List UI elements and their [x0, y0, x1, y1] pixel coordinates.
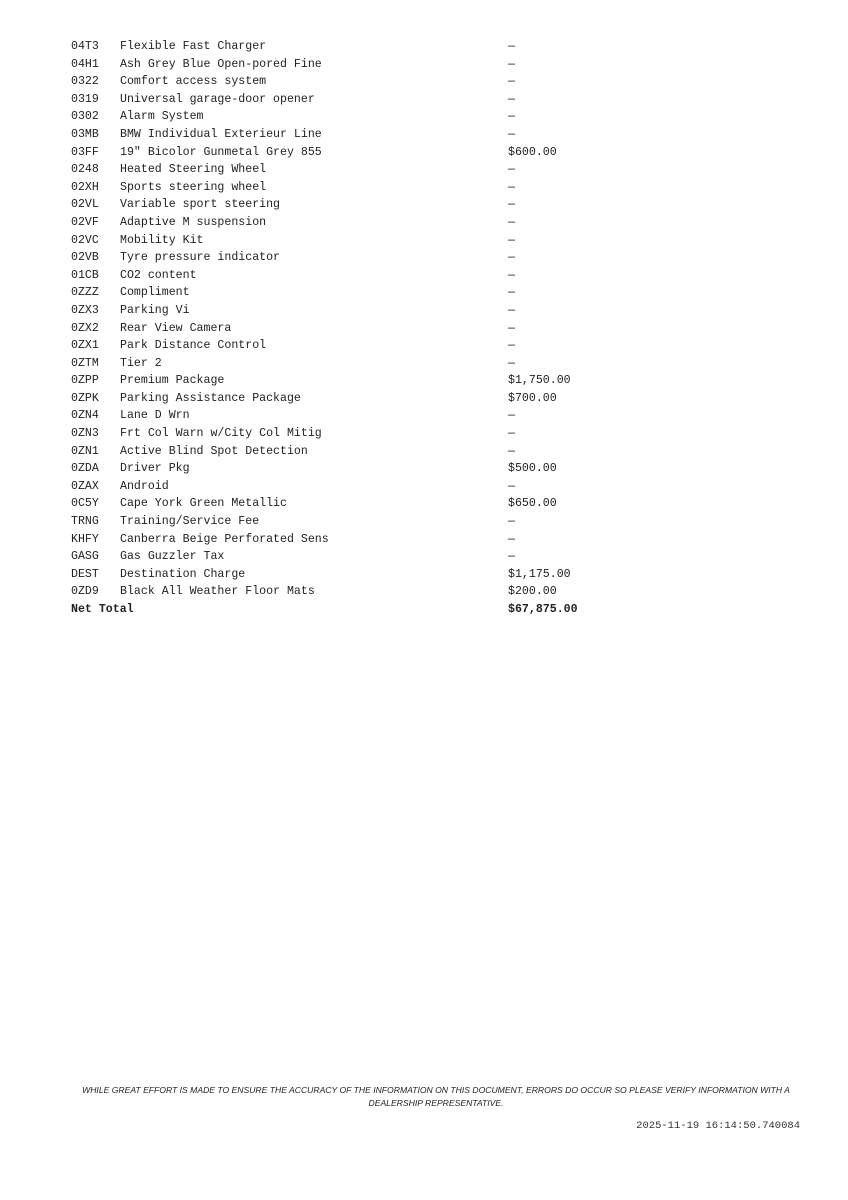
- option-description: 19" Bicolor Gunmetal Grey 855: [120, 145, 322, 159]
- option-price: —: [508, 127, 515, 141]
- option-code: KHFY: [71, 532, 99, 546]
- option-price: —: [508, 532, 515, 546]
- option-description: Compliment: [120, 286, 190, 300]
- option-code: 01CB: [71, 268, 99, 282]
- option-description: Heated Steering Wheel: [120, 163, 267, 177]
- option-price: —: [508, 268, 515, 282]
- option-price: —: [508, 339, 515, 353]
- option-price: —: [508, 444, 515, 458]
- option-code: 0C5Y: [71, 497, 99, 511]
- option-price: $700.00: [508, 391, 557, 405]
- option-code: 0ZD9: [71, 585, 99, 599]
- option-description: Parking Assistance Package: [120, 391, 301, 405]
- option-description: Mobility Kit: [120, 233, 204, 247]
- net-total-value: $67,875.00: [508, 603, 578, 616]
- option-code: 0ZN3: [71, 427, 99, 441]
- option-code: 02VF: [71, 215, 99, 229]
- option-description: CO2 content: [120, 268, 197, 282]
- option-description: Comfort access system: [120, 75, 267, 89]
- option-price: $600.00: [508, 145, 557, 159]
- option-code: 0ZAX: [71, 479, 99, 493]
- option-price: $200.00: [508, 585, 557, 599]
- option-description: Black All Weather Floor Mats: [120, 585, 315, 599]
- option-description: Gas Guzzler Tax: [120, 550, 225, 564]
- disclaimer-text: WHILE GREAT EFFORT IS MADE TO ENSURE THE ACCURACY OF THE INFORMATION ON THIS DOCUMENT, ERRORS DO OCCUR SO PLEASE VERIFY INFORMATION WITH A DEALERSHIP REPRESENTATIVE.: [82, 1085, 790, 1108]
- option-code: 0ZTM: [71, 356, 99, 370]
- option-price: —: [508, 321, 515, 335]
- option-price: —: [508, 163, 515, 177]
- option-code: TRNG: [71, 515, 99, 529]
- option-price: —: [508, 251, 515, 265]
- option-description: Training/Service Fee: [120, 515, 260, 529]
- option-code: 0ZX2: [71, 321, 99, 335]
- option-code: 0ZPP: [71, 374, 99, 388]
- option-price: —: [508, 356, 515, 370]
- option-code: 0ZN4: [71, 409, 99, 423]
- option-description: Driver Pkg: [120, 462, 190, 476]
- option-price: —: [508, 180, 515, 194]
- option-price: —: [508, 409, 515, 423]
- option-price: —: [508, 198, 515, 212]
- option-code: 0ZPK: [71, 391, 99, 405]
- timestamp: 2025-11-19 16:14:50.740084: [636, 1120, 800, 1132]
- option-code: 02XH: [71, 180, 99, 194]
- option-price: —: [508, 303, 515, 317]
- option-description: Rear View Camera: [120, 321, 232, 335]
- option-code: 0ZN1: [71, 444, 99, 458]
- option-code: 04T3: [71, 40, 99, 53]
- option-description: Sports steering wheel: [120, 180, 267, 194]
- option-description: BMW Individual Exterieur Line: [120, 127, 322, 141]
- option-price: —: [508, 57, 515, 71]
- option-description: Destination Charge: [120, 567, 246, 581]
- net-total-label: Net Total: [71, 603, 134, 616]
- option-code: 0322: [71, 75, 99, 89]
- option-description: Variable sport steering: [120, 198, 281, 212]
- option-code: 0ZX1: [71, 339, 99, 353]
- option-price: $500.00: [508, 462, 557, 476]
- option-description: Tyre pressure indicator: [120, 251, 281, 265]
- option-description: Cape York Green Metallic: [120, 497, 287, 511]
- option-code: 02VC: [71, 233, 99, 247]
- option-code: GASG: [71, 550, 99, 564]
- option-code: DEST: [71, 567, 99, 581]
- option-price: $650.00: [508, 497, 557, 511]
- option-price: —: [508, 427, 515, 441]
- option-price: —: [508, 110, 515, 124]
- option-code: 02VB: [71, 251, 99, 265]
- option-description: Ash Grey Blue Open-pored Fine: [120, 57, 322, 71]
- option-code: 03FF: [71, 145, 99, 159]
- option-code: 0248: [71, 163, 99, 177]
- option-description: Android: [120, 479, 169, 493]
- option-price: —: [508, 286, 515, 300]
- option-description: Flexible Fast Charger: [120, 40, 267, 53]
- option-price: —: [508, 92, 515, 106]
- option-code: 03MB: [71, 127, 99, 141]
- option-description: Frt Col Warn w/City Col Mitig: [120, 427, 322, 441]
- option-description: Alarm System: [120, 110, 204, 124]
- option-price: —: [508, 40, 515, 53]
- option-code: 0ZDA: [71, 462, 99, 476]
- option-code: 0ZX3: [71, 303, 99, 317]
- option-description: Active Blind Spot Detection: [120, 444, 308, 458]
- option-price: —: [508, 233, 515, 247]
- option-price: —: [508, 550, 515, 564]
- option-description: Park Distance Control: [120, 339, 267, 353]
- option-code: 02VL: [71, 198, 99, 212]
- option-price: $1,175.00: [508, 567, 571, 581]
- option-description: Canberra Beige Perforated Sens: [120, 532, 329, 546]
- option-price: —: [508, 215, 515, 229]
- option-code: 0ZZZ: [71, 286, 99, 300]
- option-description: Parking Vi: [120, 303, 190, 317]
- option-price: —: [508, 515, 515, 529]
- option-code: 04H1: [71, 57, 99, 71]
- option-code: 0319: [71, 92, 99, 106]
- option-description: Premium Package: [120, 374, 225, 388]
- option-description: Adaptive M suspension: [120, 215, 267, 229]
- option-price: $1,750.00: [508, 374, 571, 388]
- option-description: Lane D Wrn: [120, 409, 190, 423]
- option-price: —: [508, 479, 515, 493]
- option-description: Universal garage-door opener: [120, 92, 315, 106]
- option-price: —: [508, 75, 515, 89]
- option-code: 0302: [71, 110, 99, 124]
- option-description: Tier 2: [120, 356, 162, 370]
